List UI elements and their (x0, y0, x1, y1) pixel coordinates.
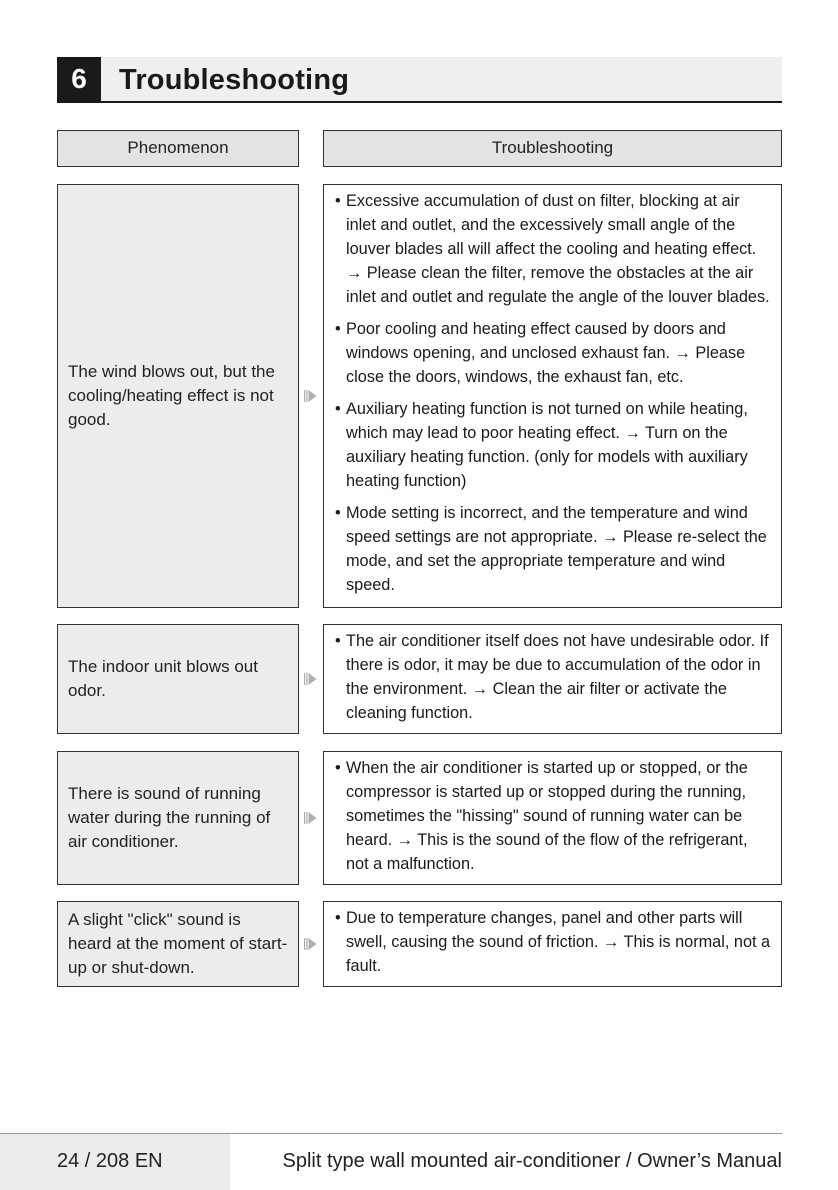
triangle-arrow-icon (303, 937, 317, 951)
troubleshooting-cell (323, 901, 782, 987)
page-number: 24 / 208 EN (57, 1150, 163, 1172)
list-item: • When the air conditioner is started up or stopped, or the compressor is started up or stopped during the running, sometimes the "hissing" sound of running water can be heard. → This is the sound of the flow of the refrigerant, not a malfunction. (335, 756, 773, 876)
phenomenon-cell: The wind blows out, but the cooling/heating effect is not good. (57, 184, 299, 608)
section-header (57, 57, 782, 103)
table-row (57, 184, 782, 608)
bullet-icon: • (335, 192, 341, 210)
bullet-icon: • (335, 759, 341, 777)
triangle-arrow-icon (303, 389, 317, 403)
chapter-number: 6 (57, 57, 101, 101)
phenomenon-cell: There is sound of running water during the running of air conditioner. (57, 751, 299, 885)
troubleshooting-cell (323, 751, 782, 885)
manual-title: Split type wall mounted air-conditioner / Owner’s Manual (282, 1150, 782, 1172)
list-item: • Excessive accumulation of dust on filter, blocking at air inlet and outlet, and the excessively small angle of the louver blades all will affect the cooling and heating effect. → Please clean the filter, remove the obstacles at the air inlet and outlet and regulate the angle of the louver blades. (335, 189, 773, 309)
troubleshooting-cell (323, 624, 782, 734)
list-item: • The air conditioner itself does not have undesirable odor. If there is odor, it may be due to accumulation of the odor in the environment. → Clean the air filter or activate the cleaning function. (335, 629, 773, 725)
list-item: • Auxiliary heating function is not turned on while heating, which may lead to poor heating effect. → Turn on the auxiliary heating function. (only for models with auxiliary heating function) (335, 397, 773, 493)
bullet-icon: • (335, 909, 341, 927)
list-item: • Poor cooling and heating effect caused by doors and windows opening, and unclosed exhaust fan. → Please close the doors, windows, the exhaust fan, etc. (335, 317, 773, 389)
troubleshooting-cell (323, 184, 782, 608)
table-row (57, 624, 782, 734)
triangle-arrow-icon (303, 672, 317, 686)
phenomenon-cell: The indoor unit blows out odor. (57, 624, 299, 734)
table-row (57, 751, 782, 885)
phenomenon-cell: A slight "click" sound is heard at the moment of start-up or shut-down. (57, 901, 299, 987)
list-item: • Due to temperature changes, panel and other parts will swell, causing the sound of friction. → This is normal, not a fault. (335, 906, 773, 978)
bullet-icon: • (335, 632, 341, 650)
table-row (57, 901, 782, 987)
column-header-phenomenon: Phenomenon (57, 130, 299, 167)
page-title: Troubleshooting (119, 64, 350, 96)
bullet-icon: • (335, 400, 341, 418)
column-header-troubleshooting: Troubleshooting (323, 130, 782, 167)
bullet-icon: • (335, 504, 341, 522)
triangle-arrow-icon (303, 811, 317, 825)
bullet-icon: • (335, 320, 341, 338)
list-item: • Mode setting is incorrect, and the temperature and wind speed settings are not appropriate. → Please re-select the mode, and set the appropriate temperature and wind speed. (335, 501, 773, 597)
